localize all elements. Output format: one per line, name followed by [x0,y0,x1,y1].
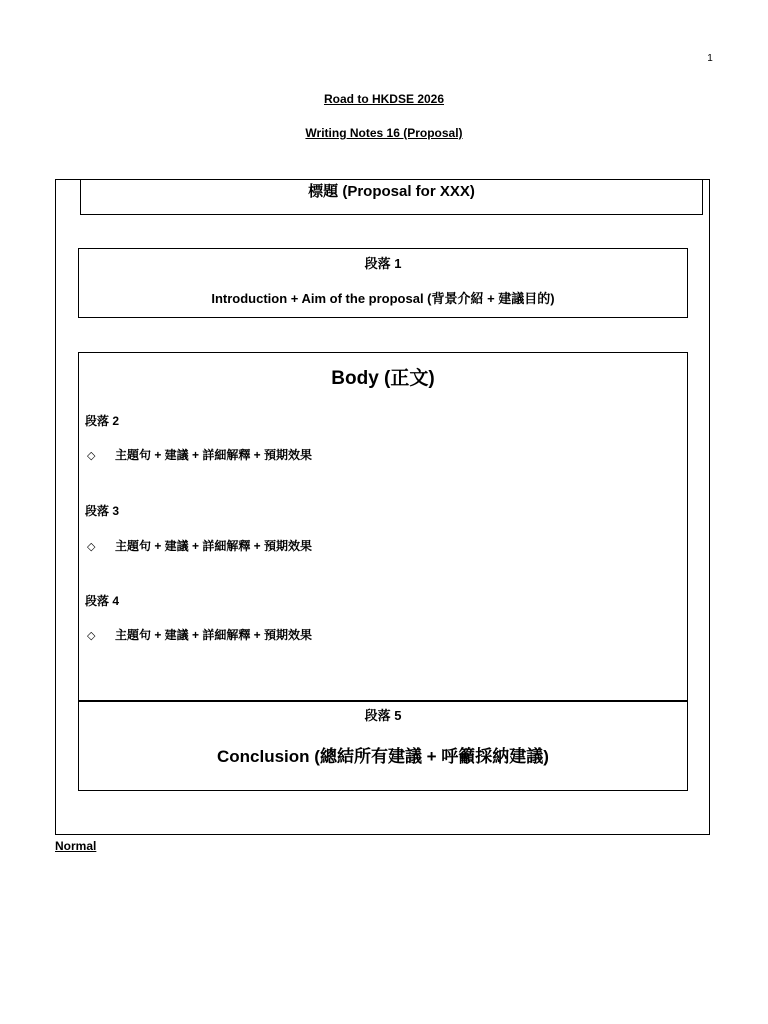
introduction-box [78,248,688,318]
diamond-bullet-icon: ◇ [87,450,96,462]
paragraph-2-text: 主題句 + 建議 + 詳細解釋 + 預期效果 [115,448,313,462]
conclusion-box [78,701,688,791]
introduction-text: Introduction + Aim of the proposal (背景介紹 + 建議目的) [211,291,555,306]
body-heading: Body (正文) [331,368,435,389]
document-title: Road to HKDSE 2026 [323,92,445,106]
paragraph-3-label: 段落 3 [85,504,120,518]
paragraph-5-label: 段落 5 [364,708,402,723]
proposal-title-box [80,179,703,215]
body-box [78,352,688,701]
paragraph-1-label: 段落 1 [364,256,402,271]
diamond-bullet-icon: ◇ [87,630,96,642]
paragraph-3-text: 主題句 + 建議 + 詳細解釋 + 預期效果 [115,539,313,553]
paragraph-3-bullet [87,537,312,554]
paragraph-4-label: 段落 4 [85,594,120,608]
diamond-bullet-icon: ◇ [87,541,96,553]
paragraph-2-label: 段落 2 [85,414,120,428]
page-number: 1 [707,53,713,64]
conclusion-text: Conclusion (總結所有建議 + 呼籲採納建議) [217,747,549,766]
proposal-title-text: 標題 (Proposal for XXX) [308,183,475,200]
document-subtitle: Writing Notes 16 (Proposal) [305,126,463,140]
style-label[interactable]: Normal [55,839,97,853]
paragraph-4-text: 主題句 + 建議 + 詳細解釋 + 預期效果 [115,628,313,642]
paragraph-2-bullet [87,446,312,463]
paragraph-4-bullet [87,626,312,643]
